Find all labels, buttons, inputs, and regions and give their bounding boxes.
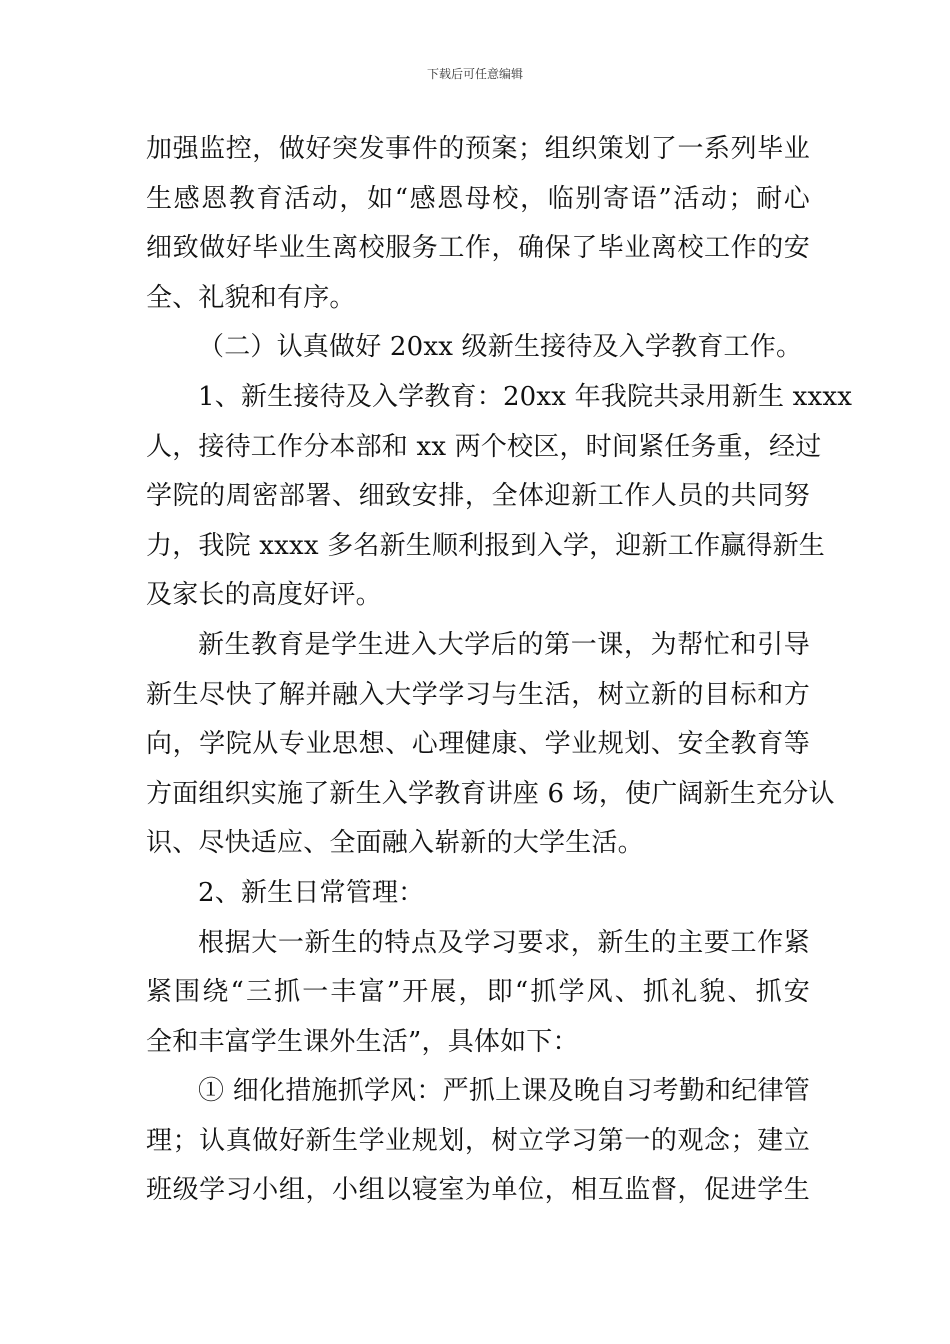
body-line: 新生尽快了解并融入大学学习与生活，树立新的目标和方 <box>146 679 810 710</box>
body-line: 新生教育是学生进入大学后的第一课，为帮忙和引导 <box>198 629 810 660</box>
body-line: ① 细化措施抓学风：严抓上课及晚自习考勤和纪律管 <box>198 1076 810 1107</box>
page-header: 下载后可任意编辑 <box>426 67 523 81</box>
body-line: 根据大一新生的特点及学习要求，新生的主要工作紧 <box>198 927 810 958</box>
body-line: 班级学习小组，小组以寝室为单位，相互监督，促进学生 <box>146 1175 810 1206</box>
body-line: 方面组织实施了新生入学教育讲座 6 场，使广阔新生充分认 <box>146 778 835 809</box>
body-line: 紧围绕“三抓一丰富”开展，即“抓学风、抓礼貌、抓安 <box>146 977 810 1008</box>
subsection-heading: 2、新生日常管理： <box>198 877 425 908</box>
body-line: 力，我院 xxxx 多名新生顺利报到入学，迎新工作赢得新生 <box>146 530 825 561</box>
body-line: 全和丰富学生课外生活”，具体如下： <box>146 1026 579 1057</box>
body-line: 人，接待工作分本部和 xx 两个校区，时间紧任务重，经过 <box>146 431 822 462</box>
body-line: 识、尽快适应、全面融入崭新的大学生活。 <box>146 828 644 859</box>
document-body <box>146 125 853 1216</box>
body-line: 理；认真做好新生学业规划，树立学习第一的观念；建立 <box>146 1125 810 1156</box>
body-line: 细致做好毕业生离校服务工作，确保了毕业离校工作的安 <box>146 233 810 264</box>
body-line: 向，学院从专业思想、心理健康、学业规划、安全教育等 <box>146 729 810 760</box>
section-heading: （二）认真做好 20xx 级新生接待及入学教育工作。 <box>198 332 803 363</box>
body-line: 学院的周密部署、细致安排，全体迎新工作人员的共同努 <box>146 481 810 512</box>
body-line: 生感恩教育活动，如“感恩母校，临别寄语”活动；耐心 <box>146 183 810 214</box>
body-line: 及家长的高度好评。 <box>146 580 382 611</box>
body-line: 加强监控，做好突发事件的预案；组织策划了一系列毕业 <box>146 134 810 164</box>
body-line: 1、新生接待及入学教育：20xx 年我院共录用新生 xxxx <box>198 381 853 412</box>
body-line: 全、礼貌和有序。 <box>146 282 356 313</box>
